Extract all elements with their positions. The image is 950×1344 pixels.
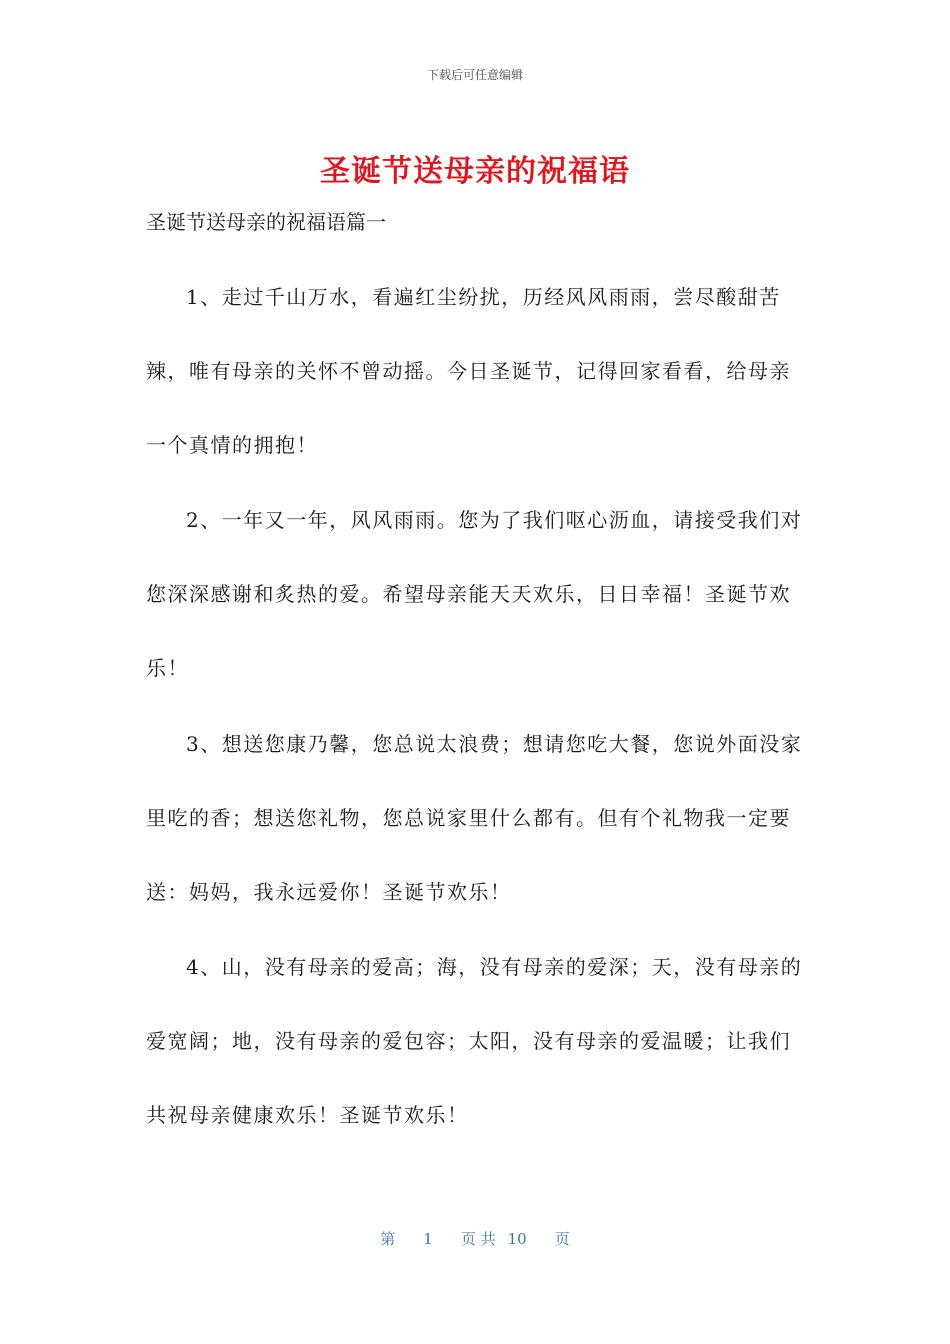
footer-page-mid: 页 共	[460, 1230, 496, 1248]
header-note: 下载后可任意编辑	[426, 68, 523, 82]
footer-page-suffix: 页	[554, 1230, 570, 1248]
page-footer	[0, 1228, 950, 1249]
footer-page-prefix: 第	[380, 1230, 396, 1248]
section-heading: 圣诞节送母亲的祝福语篇一	[146, 210, 386, 234]
footer-total-pages: 10	[507, 1230, 527, 1248]
paragraph-2: 2、一年又一年，风风雨雨。您为了我们呕心沥血，请接受我们对您深深感谢和炙热的爱。希望母亲能天天欢乐，日日幸福！圣诞节欢乐！	[146, 508, 803, 680]
document-title: 圣诞节送母亲的祝福语	[320, 154, 630, 189]
paragraph-1: 1、走过千山万水，看遍红尘纷扰，历经风风雨雨，尝尽酸甜苦辣，唯有母亲的关怀不曾动摇。今日圣诞节，记得回家看看，给母亲一个真情的拥抱！	[146, 285, 791, 457]
footer-current-page: 1	[423, 1230, 433, 1248]
paragraph-4: 4、山，没有母亲的爱高；海，没有母亲的爱深；天，没有母亲的爱宽阔；地，没有母亲的爱包容；太阳，没有母亲的爱温暖；让我们共祝母亲健康欢乐！圣诞节欢乐！	[146, 955, 803, 1127]
paragraph-3: 3、想送您康乃馨，您总说太浪费；想请您吃大餐，您说外面没家里吃的香；想送您礼物，您总说家里什么都有。但有个礼物我一定要送：妈妈，我永远爱你！圣诞节欢乐！	[146, 732, 803, 904]
